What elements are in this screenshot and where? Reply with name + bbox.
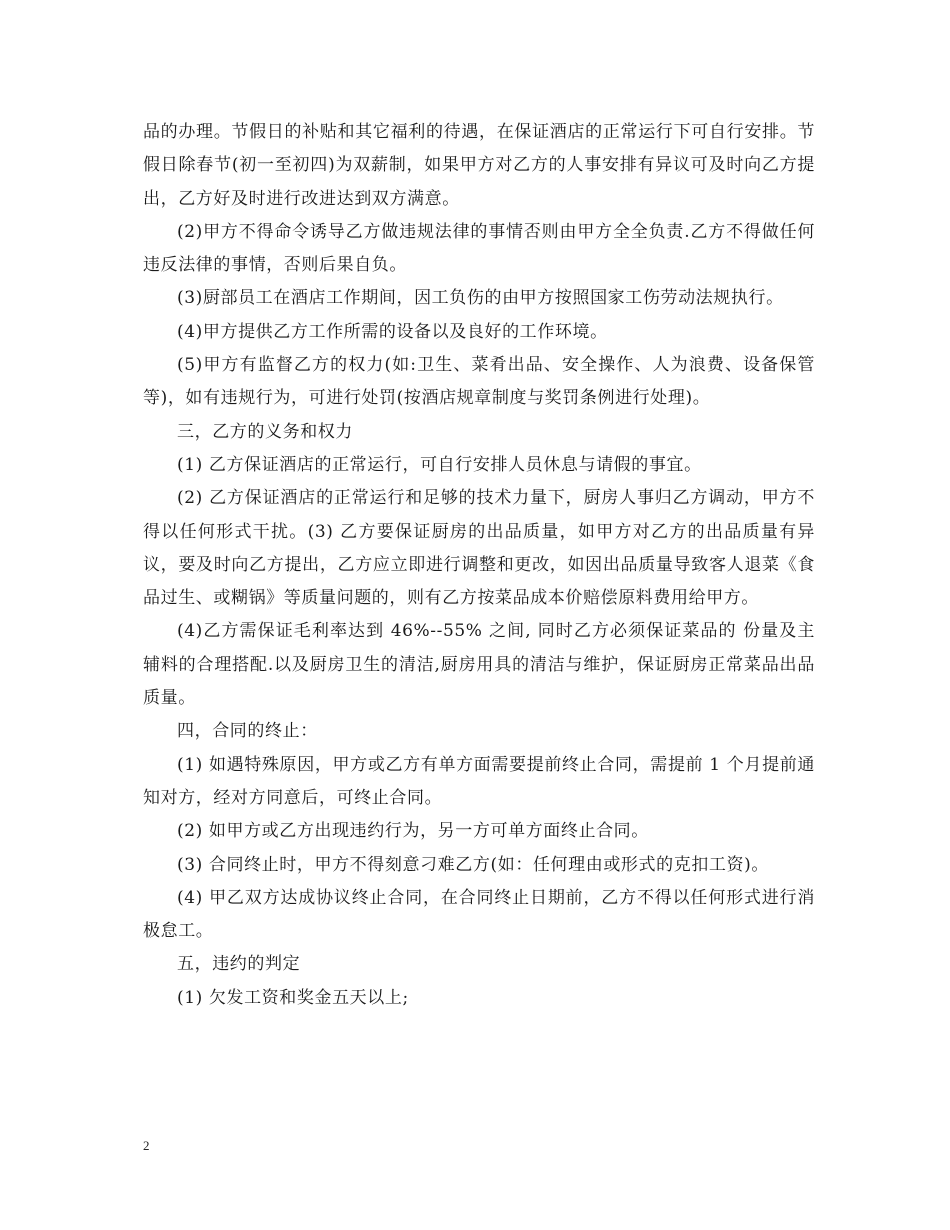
paragraph-clause-2-2: (2)甲方不得命令诱导乙方做违规法律的事情否则由甲方全全负责.乙方不得做任何违反法律的事情，否则后果自负。 — [143, 221, 815, 276]
section-heading-5: 五，违约的判定 — [177, 954, 301, 975]
paragraph-clause-4-3: (3) 合同终止时，甲方不得刻意刁难乙方(如：任何理由或形式的克扣工资)。 — [177, 854, 769, 875]
paragraph-clause-4-2: (2) 如甲方或乙方出现违约行为，另一方可单方面终止合同。 — [177, 821, 649, 842]
paragraph-clause-2-3: (3)厨部员工在酒店工作期间，因工负伤的由甲方按照国家工伤劳动法规执行。 — [177, 288, 784, 309]
paragraph-clause-5-1: (1) 欠发工资和奖金五天以上; — [177, 987, 409, 1008]
paragraph-continuation: 品的办理。节假日的补贴和其它福利的待遇，在保证酒店的正常运行下可自行安排。节假日除春节(初一至初四)为双薪制，如果甲方对乙方的人事安排有异议可及时向乙方提出，乙方好及时进行改进达到双方满意。 — [143, 122, 815, 209]
paragraph-clause-2-4: (4)甲方提供乙方工作所需的设备以及良好的工作环境。 — [177, 321, 608, 342]
paragraph-clause-4-4: (4) 甲乙双方达成协议终止合同，在合同终止日期前，乙方不得以任何形式进行消极怠工。 — [143, 887, 815, 942]
section-heading-4: 四，合同的终止： — [177, 721, 318, 742]
section-heading-3: 三，乙方的义务和权力 — [177, 421, 353, 442]
page-number: 2 — [143, 1138, 150, 1153]
paragraph-clause-3-1: (1) 乙方保证酒店的正常运行，可自行安排人员休息与请假的事宜。 — [177, 454, 702, 475]
paragraph-clause-3-2: (2) 乙方保证酒店的正常运行和足够的技术力量下，厨房人事归乙方调动，甲方不得以任何形式干扰。(3) 乙方要保证厨房的出品质量，如甲方对乙方的出品质量有异议，要及时向乙方提出，乙方应立即进行调整和更改，如因出品质量导致客人退菜《食品过生、或糊锅》等质量问题的，则有乙方按菜品成本价赔偿原料费用给甲方。 — [143, 488, 815, 609]
paragraph-clause-2-5: (5)甲方有监督乙方的权力(如:卫生、菜肴出品、安全操作、人为浪费、设备保管等)，如有违规行为，可进行处罚(按酒店规章制度与奖罚条例进行处理)。 — [143, 355, 815, 409]
paragraph-clause-3-4: (4)乙方需保证毛利率达到 46%--55% 之间, 同时乙方必须保证菜品的 份量及主辅料的合理搭配.以及厨房卫生的清洁,厨房用具的清洁与维护，保证厨房正常菜品出品质量。 — [143, 621, 815, 709]
paragraph-clause-4-1: (1) 如遇特殊原因，甲方或乙方有单方面需要提前终止合同，需提前 1 个月提前通知对方，经对方同意后，可终止合同。 — [143, 754, 815, 808]
document-body — [143, 116, 815, 1015]
